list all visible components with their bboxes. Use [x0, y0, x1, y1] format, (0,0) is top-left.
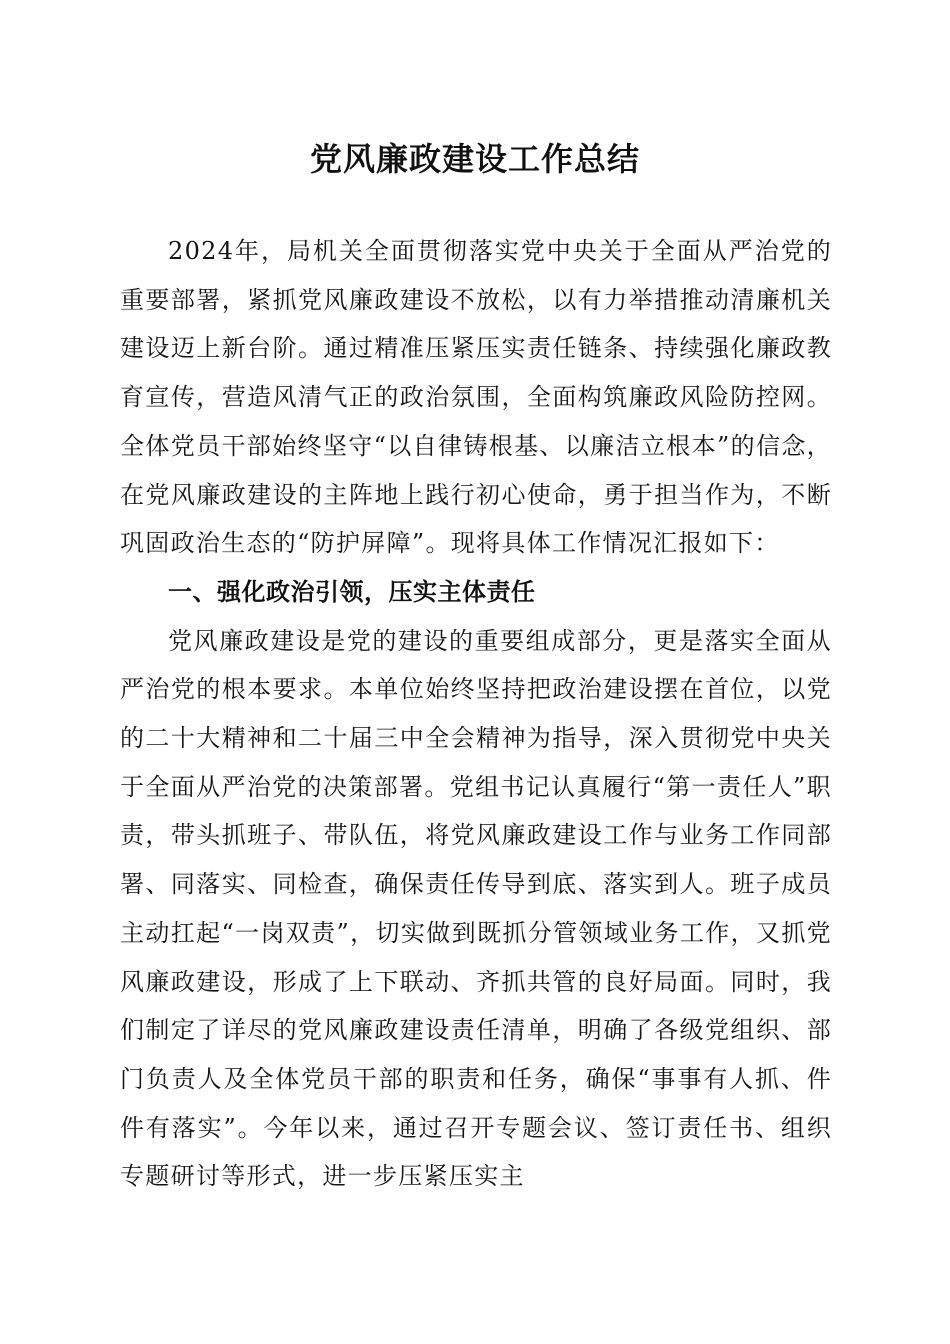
section-1-heading: 一、强化政治引领，压实主体责任 [168, 577, 536, 606]
document-title: 党风廉政建设工作总结 [309, 140, 640, 178]
document-body [120, 227, 832, 1201]
intro-paragraph: 2024年，局机关全面贯彻落实党中央关于全面从严治党的重要部署，紧抓党风廉政建设不放松，以有力举措推动清廉机关建设迈上新台阶。通过精准压紧压实责任链条、持续强化廉政教育宣传，营造风清气正的政治氛围，全面构筑廉政风险防控网。全体党员干部始终坚守“以自律铸根基、以廉洁立根本”的信念，在党风廉政建设的主阵地上践行初心使命，勇于担当作为，不断巩固政治生态的“防护屏障”。现将具体工作情况汇报如下： [120, 237, 832, 558]
section-1-paragraph: 党风廉政建设是党的建设的重要组成部分，更是落实全面从严治党的根本要求。本单位始终坚持把政治建设摆在首位，以党的二十大精神和二十届三中全会精神为指导，深入贯彻党中央关于全面从严治党的决策部署。党组书记认真履行“第一责任人”职责，带头抓班子、带队伍，将党风廉政建设工作与业务工作同部署、同落实、同检查，确保责任传导到底、落实到人。班子成员主动扛起“一岗双责”，切实做到既抓分管领域业务工作，又抓党风廉政建设，形成了上下联动、齐抓共管的良好局面。同时，我们制定了详尽的党风廉政建设责任清单，明确了各级党组织、部门负责人及全体党员干部的职责和任务，确保“事事有人抓、件件有落实”。今年以来，通过召开专题会议、签订责任书、组织专题研讨等形式，进一步压紧压实主 [120, 626, 832, 1191]
